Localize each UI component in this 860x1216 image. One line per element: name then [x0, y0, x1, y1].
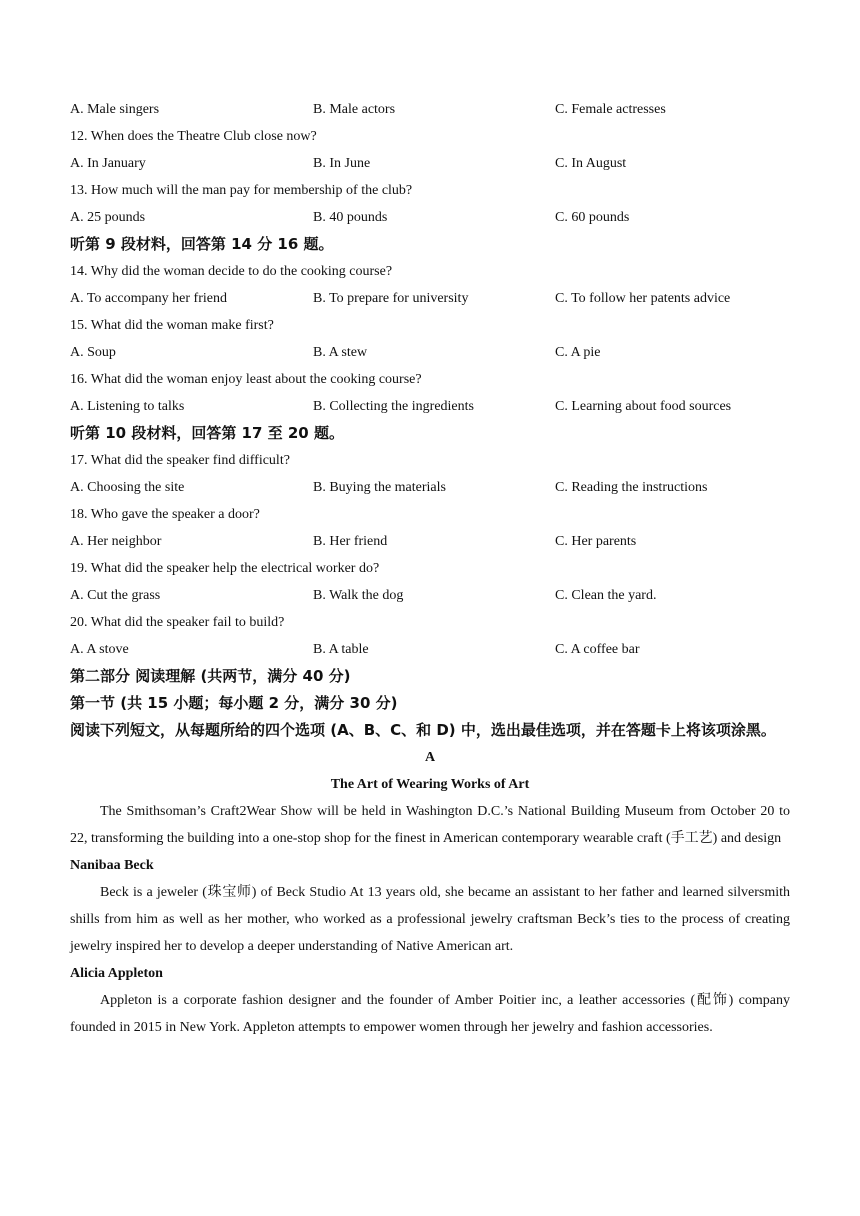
question-13: 13. How much will the man pay for membership of the club? [70, 183, 413, 198]
option-b: B. Walk the dog [313, 588, 404, 603]
option-a: A. Soup [70, 345, 116, 360]
option-a: A. Cut the grass [70, 588, 161, 603]
question-19: 19. What did the speaker help the electrical worker do? [70, 561, 380, 576]
passage-intro: The Smithsoman’s Craft2Wear Show will be held in Washington D.C.’s National Building Museum from October 20 to 22, transforming the building into a one-stop shop for the finest in American contemporary wearable craft (手工艺) and design [70, 804, 790, 846]
option-b: B. Male actors [313, 102, 396, 117]
option-a: A. Male singers [70, 102, 160, 117]
question-14: 14. Why did the woman decide to do the cooking course? [70, 264, 393, 279]
q12-options [70, 150, 790, 177]
option-a: A. In January [70, 156, 146, 171]
q16-options [70, 393, 790, 420]
q18-options [70, 528, 790, 555]
option-a: A. 25 pounds [70, 210, 146, 225]
person-2-name: Alicia Appleton [70, 966, 163, 981]
person-1-text: Beck is a jeweler (珠宝师) of Beck Studio At 13 years old, she became an assistant to her father and learned silversmith shills from him as well as her mother, who worked as a professional jewelry craftsman Beck’s ties to the process of creating jewelry inspired her to develop a deeper understanding of Native American art. [70, 885, 790, 954]
q17-options [70, 474, 790, 501]
section-10-heading: 听第 10 段材料，回答第 17 至 20 题。 [70, 424, 344, 442]
option-c: C. A coffee bar [555, 642, 640, 657]
option-c: C. In August [555, 156, 627, 171]
person-1-name: Nanibaa Beck [70, 858, 154, 873]
q14-options [70, 285, 790, 312]
option-b: B. A table [313, 642, 369, 657]
passage-letter: A [424, 750, 436, 765]
option-c: C. Her parents [555, 534, 637, 549]
option-b: B. In June [313, 156, 371, 171]
q13-options [70, 204, 790, 231]
q15-options [70, 339, 790, 366]
question-20: 20. What did the speaker fail to build? [70, 615, 285, 630]
option-c: C. Learning about food sources [555, 399, 732, 414]
section-9-heading: 听第 9 段材料，回答第 14 分 16 题。 [70, 235, 334, 253]
option-c: C. A pie [555, 345, 601, 360]
option-c: C. 60 pounds [555, 210, 630, 225]
reading-instructions: 阅读下列短文，从每题所给的四个选项 (A、B、C、和 D) 中，选出最佳选项，并在答题卡上将该项涂黑。 [70, 721, 776, 739]
section-1-heading: 第一节 (共 15 小题；每小题 2 分，满分 30 分) [70, 694, 398, 712]
option-b: B. Her friend [313, 534, 388, 549]
option-a: A. Listening to talks [70, 399, 185, 414]
q20-options [70, 636, 790, 663]
option-a: A. To accompany her friend [70, 291, 227, 306]
option-a: A. Choosing the site [70, 480, 185, 495]
question-15: 15. What did the woman make first? [70, 318, 274, 333]
option-a: A. Her neighbor [70, 534, 162, 549]
question-16: 16. What did the woman enjoy least about the cooking course? [70, 372, 422, 387]
question-17: 17. What did the speaker find difficult? [70, 453, 290, 468]
exam-page [70, 96, 790, 1041]
question-12: 12. When does the Theatre Club close now? [70, 129, 317, 144]
option-c: C. Female actresses [555, 102, 666, 117]
option-b: B. 40 pounds [313, 210, 388, 225]
q19-options [70, 582, 790, 609]
option-c: C. To follow her patents advice [555, 291, 731, 306]
q11-options [70, 96, 790, 123]
option-c: C. Reading the instructions [555, 480, 708, 495]
option-b: B. A stew [313, 345, 368, 360]
option-b: B. Collecting the ingredients [313, 399, 474, 414]
passage-title: The Art of Wearing Works of Art [330, 777, 530, 792]
option-a: A. A stove [70, 642, 129, 657]
option-c: C. Clean the yard. [555, 588, 657, 603]
person-2-text: Appleton is a corporate fashion designer and the founder of Amber Poitier inc, a leather accessories (配饰) company founded in 2015 in New York. Appleton attempts to empower women through her jewelry and fashion accessories. [70, 993, 790, 1035]
option-b: B. To prepare for university [313, 291, 469, 306]
option-b: B. Buying the materials [313, 480, 446, 495]
part-2-heading: 第二部分 阅读理解 (共两节，满分 40 分) [70, 667, 351, 685]
question-18: 18. Who gave the speaker a door? [70, 507, 260, 522]
